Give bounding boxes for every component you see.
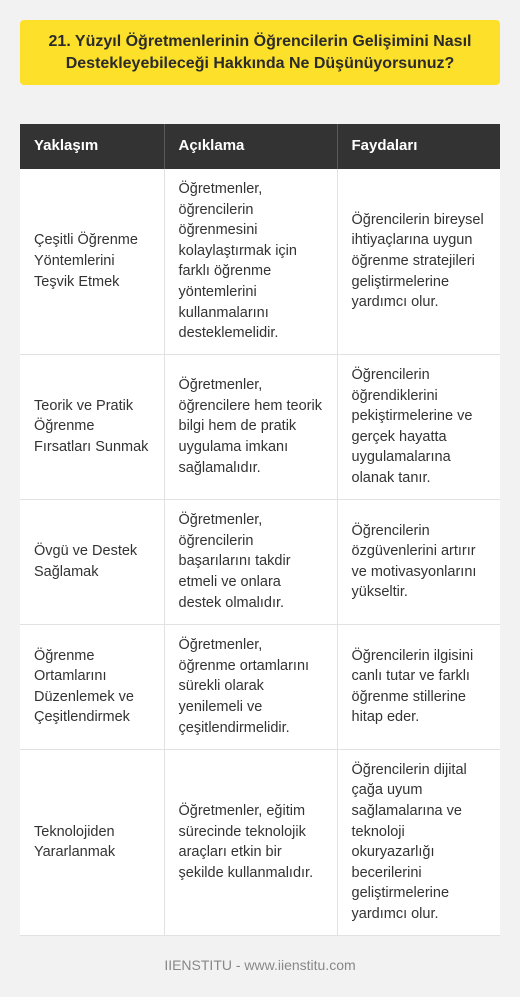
table-row (20, 749, 500, 935)
description-cell: Öğretmenler, eğitim sürecinde teknolojik araçları etkin bir şekilde kullanmalıdır. (164, 749, 337, 935)
benefits-cell: Öğrencilerin özgüvenlerini artırır ve motivasyonlarını yükseltir. (337, 499, 500, 624)
description-cell: Öğretmenler, öğrenme ortamlarını sürekli olarak yenilemeli ve çeşitlendirmelidir. (164, 624, 337, 749)
column-header-description: Açıklama (164, 124, 337, 169)
table-row (20, 169, 500, 354)
table-header-row (20, 124, 500, 169)
approach-cell: Teorik ve Pratik Öğrenme Fırsatları Sunmak (20, 354, 164, 499)
page-title: 21. Yüzyıl Öğretmenlerinin Öğrencilerin Gelişimini Nasıl Destekleyebileceği Hakkında Ne Düşünüyorsunuz? (20, 20, 500, 85)
benefits-cell: Öğrencilerin bireysel ihtiyaçlarına uygun öğrenme stratejileri geliştirmelerine yardımcı olur. (337, 169, 500, 354)
table-row (20, 354, 500, 499)
benefits-cell: Öğrencilerin öğrendiklerini pekiştirmelerine ve gerçek hayatta uygulamalarına olanak tanır. (337, 354, 500, 499)
approach-cell: Övgü ve Destek Sağlamak (20, 499, 164, 624)
approach-cell: Öğrenme Ortamlarını Düzenlemek ve Çeşitlendirmek (20, 624, 164, 749)
footer-site-credit: IIENSTITU - www.iienstitu.com (164, 957, 356, 973)
description-cell: Öğretmenler, öğrencilerin başarılarını takdir etmeli ve onlara destek olmalıdır. (164, 499, 337, 624)
column-header-approach: Yaklaşım (20, 124, 164, 169)
column-header-benefits: Faydaları (337, 124, 500, 169)
description-cell: Öğretmenler, öğrencilerin öğrenmesini kolaylaştırmak için farklı öğrenme yöntemlerini kullanmalarını desteklemelidir. (164, 169, 337, 354)
approach-cell: Teknolojiden Yararlanmak (20, 749, 164, 935)
benefits-cell: Öğrencilerin dijital çağa uyum sağlamalarına ve teknoloji okuryazarlığı becerilerini geliştirmelerine yardımcı olur. (337, 749, 500, 935)
benefits-cell: Öğrencilerin ilgisini canlı tutar ve farklı öğrenme stillerine hitap eder. (337, 624, 500, 749)
description-cell: Öğretmenler, öğrencilere hem teorik bilgi hem de pratik uygulama imkanı sağlamalıdır. (164, 354, 337, 499)
approach-cell: Çeşitli Öğrenme Yöntemlerini Teşvik Etmek (20, 169, 164, 354)
table-row (20, 499, 500, 624)
comparison-table (20, 124, 500, 936)
table-row (20, 624, 500, 749)
